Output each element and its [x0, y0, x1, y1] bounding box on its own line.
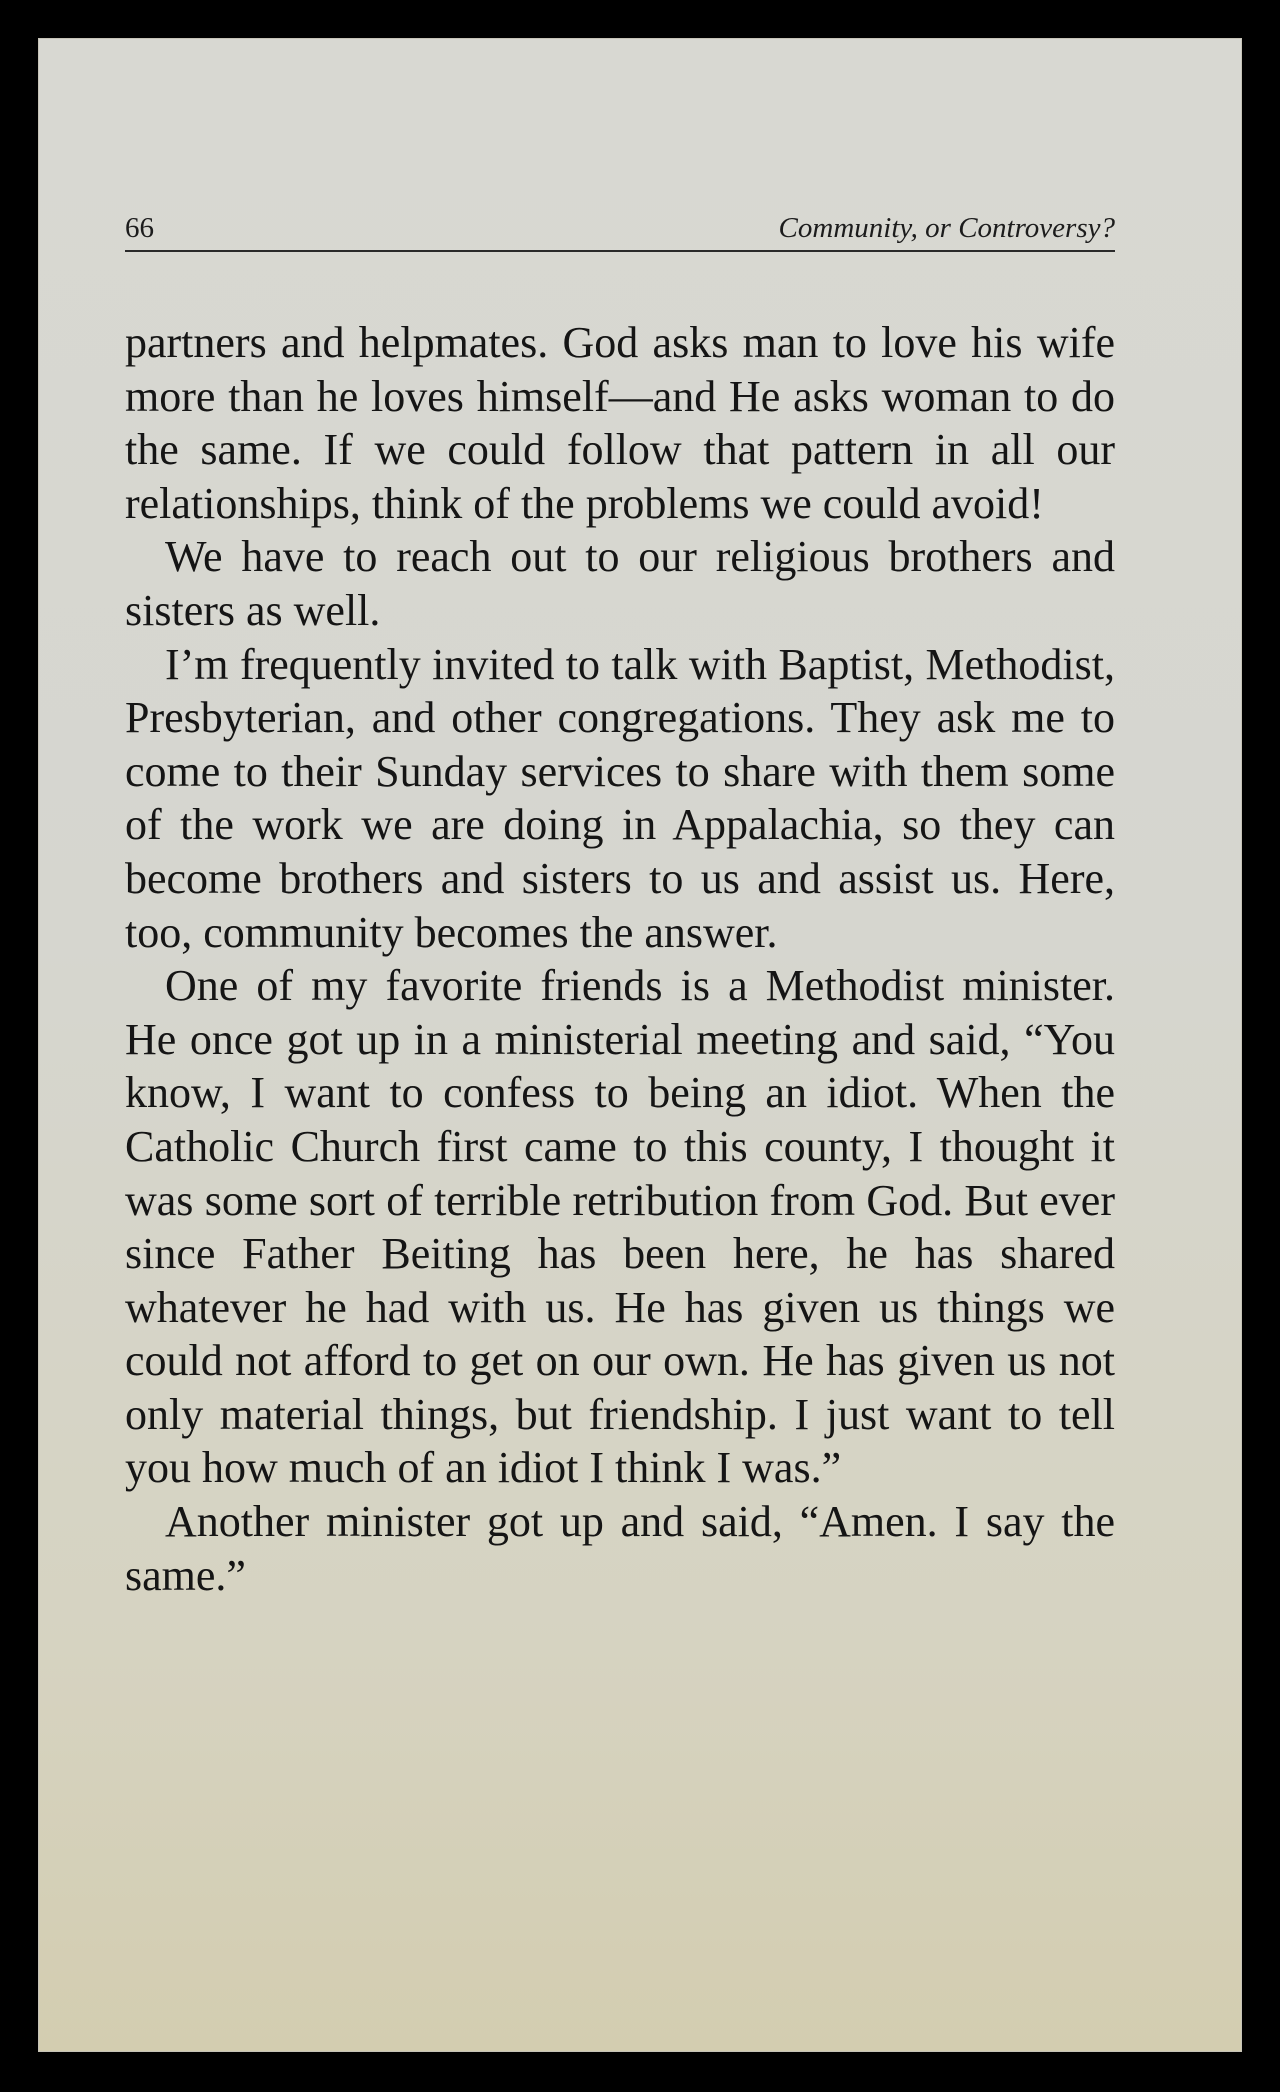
paragraph-continued: partners and helpmates. God asks man to love his wife more than he loves himself—and He asks woman to do the same. If we could follow that pattern in all our relationships, think of the problems we could avoid!: [125, 318, 1115, 528]
page-header: [125, 208, 1115, 252]
paragraph-methodist-minister: One of my favorite friends is a Methodist minister. He once got up in a ministerial meeting and said, “You know, I want to confess to being an idiot. When the Catholic Church first came to this county, I thought it was some sort of terrible retribution from God. But ever since Father Beiting has been here, he has shared whatever he had with us. He has given us things we could not afford to get on our own. He has given us not only material things, but friendship. I just want to tell you how much of an idiot I think I was.”: [125, 961, 1115, 1493]
running-title: Community, or Controversy?: [778, 212, 1115, 244]
header-rule: [125, 250, 1115, 252]
paragraph-reach-out: We have to reach out to our religious brothers and sisters as well.: [125, 532, 1115, 635]
page-number: 66: [125, 212, 154, 244]
body-text: [125, 316, 1115, 1602]
paragraph-congregations: I’m frequently invited to talk with Baptist, Methodist, Presbyterian, and other congregations. They ask me to come to their Sunday services to share with them some of the work we are doing in Appalachia, so they can become brothers and sisters to us and assist us. Here, too, community becomes the answer.: [125, 639, 1115, 957]
paragraph-another-minister: Another minister got up and said, “Amen. I say the same.”: [125, 1497, 1115, 1600]
